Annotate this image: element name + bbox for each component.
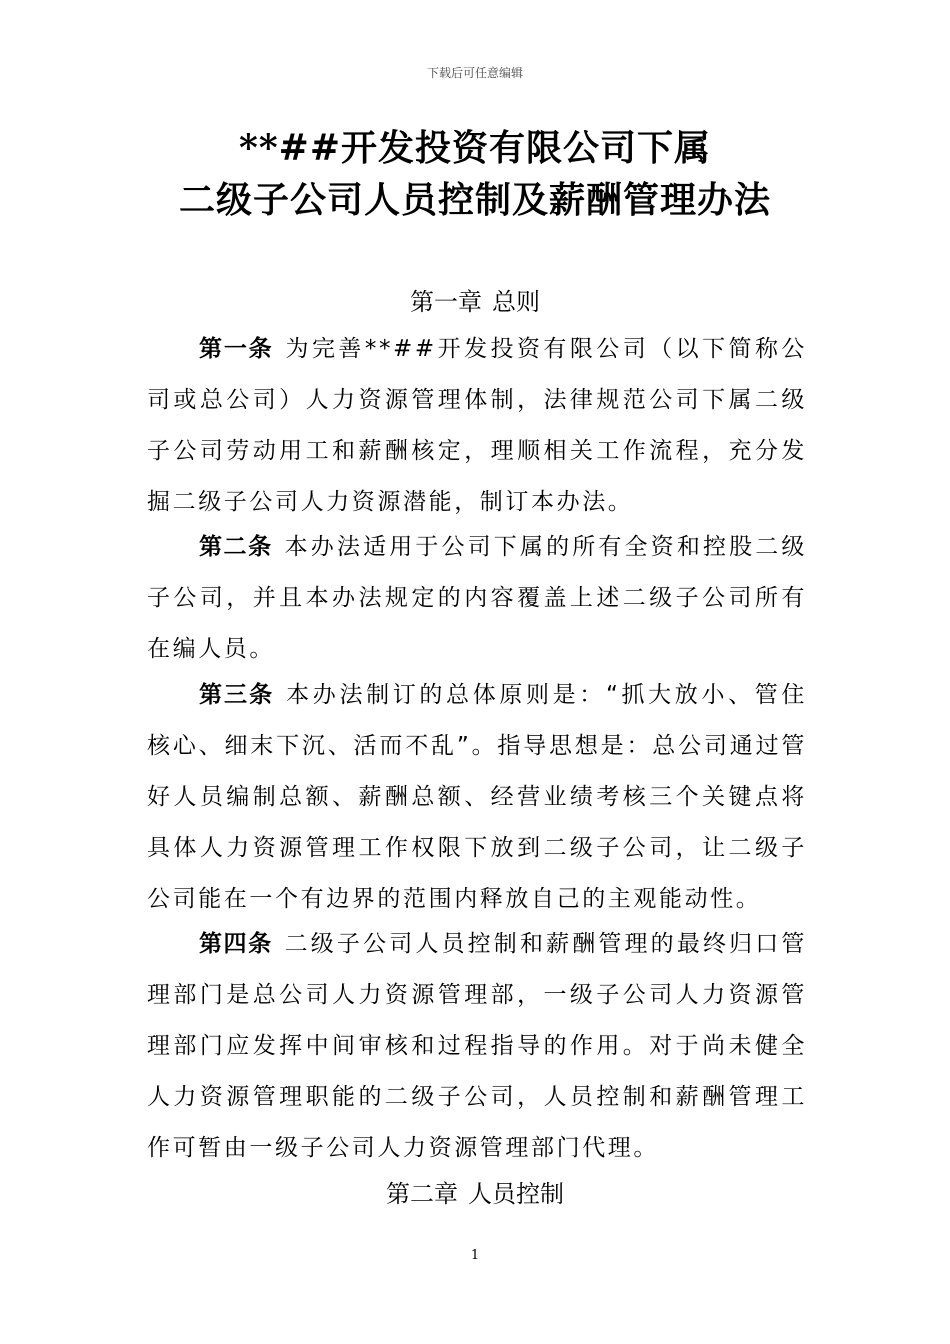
document-title-line-2: 二级子公司人员控制及薪酬管理办法 [178, 179, 771, 221]
article-3 [147, 670, 807, 925]
chapter-heading-2 [0, 1174, 950, 1214]
chapter-heading-1 [0, 282, 950, 322]
chapter-name: 总则 [492, 288, 540, 316]
page-number: 1 [470, 1248, 480, 1263]
chapter-number: 第一章 [410, 288, 482, 316]
article-2 [147, 522, 807, 675]
article-text: 本办法制订的总体原则是：“抓大放小、管住核心、细末下沉、活而不乱”。指导思想是：总公司通过管好人员编制总额、薪酬总额、经营业绩考核三个关键点将具体人力资源管理工作权限下放到二级子公司，让二级子公司能在一个有边界的范围内释放自己的主观能动性。 [147, 682, 808, 912]
article-text: 本办法适用于公司下属的所有全资和控股二级子公司，并且本办法规定的内容覆盖上述二级子公司所有在编人员。 [147, 534, 808, 662]
article-label: 第四条 [199, 931, 273, 957]
article-1 [147, 324, 807, 528]
document-title-line-1: **##开发投资有限公司下属 [239, 127, 711, 169]
article-4 [147, 919, 807, 1174]
article-text: 为完善**##开发投资有限公司（以下简称公司或总公司）人力资源管理体制，法律规范公司下属二级子公司劳动用工和薪酬核定，理顺相关工作流程，充分发掘二级子公司人力资源潜能，制订本办法。 [147, 336, 807, 515]
article-text: 二级子公司人员控制和薪酬管理的最终归口管理部门是总公司人力资源管理部，一级子公司人力资源管理部门应发挥中间审核和过程指导的作用。对于尚未健全人力资源管理职能的二级子公司，人员控制和薪酬管理工作可暂由一级子公司人力资源管理部门代理。 [147, 931, 808, 1161]
article-label: 第一条 [199, 336, 274, 362]
article-label: 第三条 [199, 682, 275, 708]
article-label: 第二条 [199, 534, 273, 560]
header-note: 下载后可任意编辑 [426, 66, 523, 80]
chapter-name: 人员控制 [468, 1180, 564, 1208]
chapter-number: 第二章 [386, 1180, 458, 1208]
